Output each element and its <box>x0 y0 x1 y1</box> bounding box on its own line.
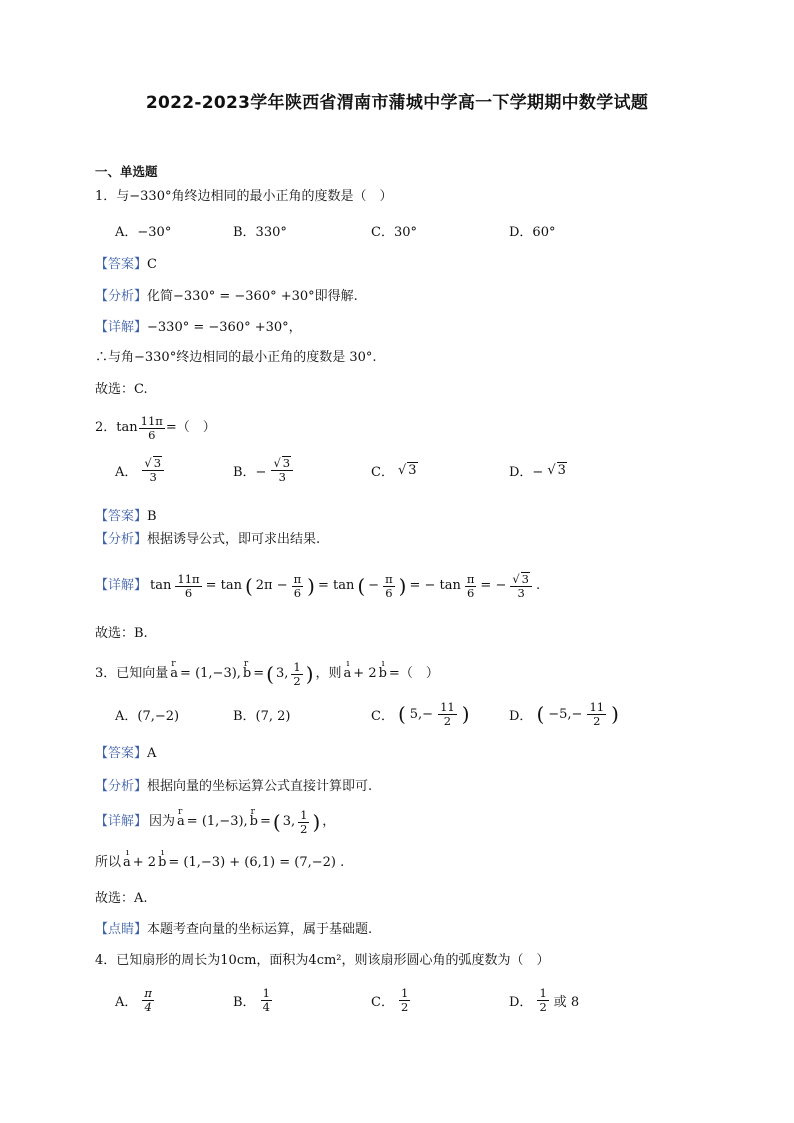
q3-analysis: 【分析】根据向量的坐标运算公式直接计算即可. <box>95 779 373 794</box>
q1-answer: 【答案】C <box>95 257 157 272</box>
q3-detail: 【详解】 因为 r a = (1,−3), r b = ( 3, $\frac{1}{2}$ ) ， <box>95 804 335 840</box>
q2-option-a: A． $\frac{√ 3}{3}$ <box>115 456 165 484</box>
q1-detail: 【详解】−330° = −360° +30°， <box>95 320 302 335</box>
q4-option-a: A． $\frac{\pi}{4}$ <box>115 985 152 1014</box>
q1-option-a: A．−30° <box>115 224 172 240</box>
q3-choose: 故选：A. <box>95 891 148 906</box>
q1-option-d: D．60° <box>509 224 556 240</box>
q4-stem: 4．已知扇形的周长为10cm，面积为4cm²，则该扇形圆心角的弧度数为（ ） <box>95 953 550 968</box>
analysis-tag: 【分析】 <box>95 289 148 304</box>
q2-option-d: D．− √ 3 <box>509 463 566 480</box>
q2-choose: 故选：B. <box>95 626 148 641</box>
q3-option-b: B．(7, 2) <box>233 708 291 724</box>
section-heading: 一、单选题 <box>95 164 158 179</box>
q2-detail: 【详解】 tan $\frac{11\pi}{6}$ = tan ( 2π − $\frac{\pi}{6}$ ) = tan ( − $\frac{\pi}{6}$ ) = − tan $\frac{\pi}{6}$ = − $\frac{√ 3}{3}$ . <box>95 571 541 600</box>
q1-option-b: B．330° <box>233 224 287 240</box>
q3-so: 所以 ı a + 2 ı b = (1,−3) + (6,1) = (7,−2) . <box>95 853 344 873</box>
q1-therefore: ∴与角−330°终边相同的最小正角的度数是 30°. <box>95 350 377 365</box>
q4-option-c: C． $\frac{1}{2}$ <box>371 985 409 1014</box>
q3-option-c: C． ( 5,− $\frac{11}{2}$ ) <box>371 699 470 728</box>
q2-analysis: 【分析】根据诱导公式，即可求出结果. <box>95 532 321 547</box>
q2-answer: 【答案】B <box>95 509 157 524</box>
q2-option-c: C． √ 3 <box>371 463 417 480</box>
q1-stem: 1．与−330°角终边相同的最小正角的度数是（ ） <box>95 189 393 204</box>
q1-choose: 故选：C. <box>95 382 148 397</box>
q4-option-b: B． $\frac{1}{4}$ <box>233 985 270 1014</box>
q3-comment: 【点睛】本题考查向量的坐标运算，属于基础题. <box>95 922 373 937</box>
q2-stem: 2． tan $\frac{11\pi}{6}$ =（ ） <box>95 413 216 442</box>
q2-option-b: B．− $\frac{√ 3}{3}$ <box>233 456 294 484</box>
fraction: $\frac{11\pi}{6}$ <box>140 413 163 442</box>
comment-tag: 【点睛】 <box>95 922 148 937</box>
q3-option-a: A．(7,−2) <box>115 708 180 724</box>
document-title: 2022-2023学年陕西省渭南市蒲城中学高一下学期期中数学试题 <box>145 93 649 113</box>
answer-tag: 【答案】 <box>95 257 148 272</box>
q3-option-d: D． ( −5,− $\frac{11}{2}$ ) <box>509 699 619 728</box>
q3-stem: 3．已知向量 r a = (1,−3), r b = ( 3, $\frac{1}{2}$ ) ，则 ı a + 2 ı b =（ ） <box>95 656 439 692</box>
q1-analysis: 【分析】化简−330° = −360° +30°即得解. <box>95 289 358 304</box>
q4-option-d: D． $\frac{1}{2}$ 或 8 <box>509 985 580 1014</box>
q1-option-c: C．30° <box>371 224 417 240</box>
detail-tag: 【详解】 <box>95 320 148 335</box>
q3-answer: 【答案】A <box>95 746 157 761</box>
